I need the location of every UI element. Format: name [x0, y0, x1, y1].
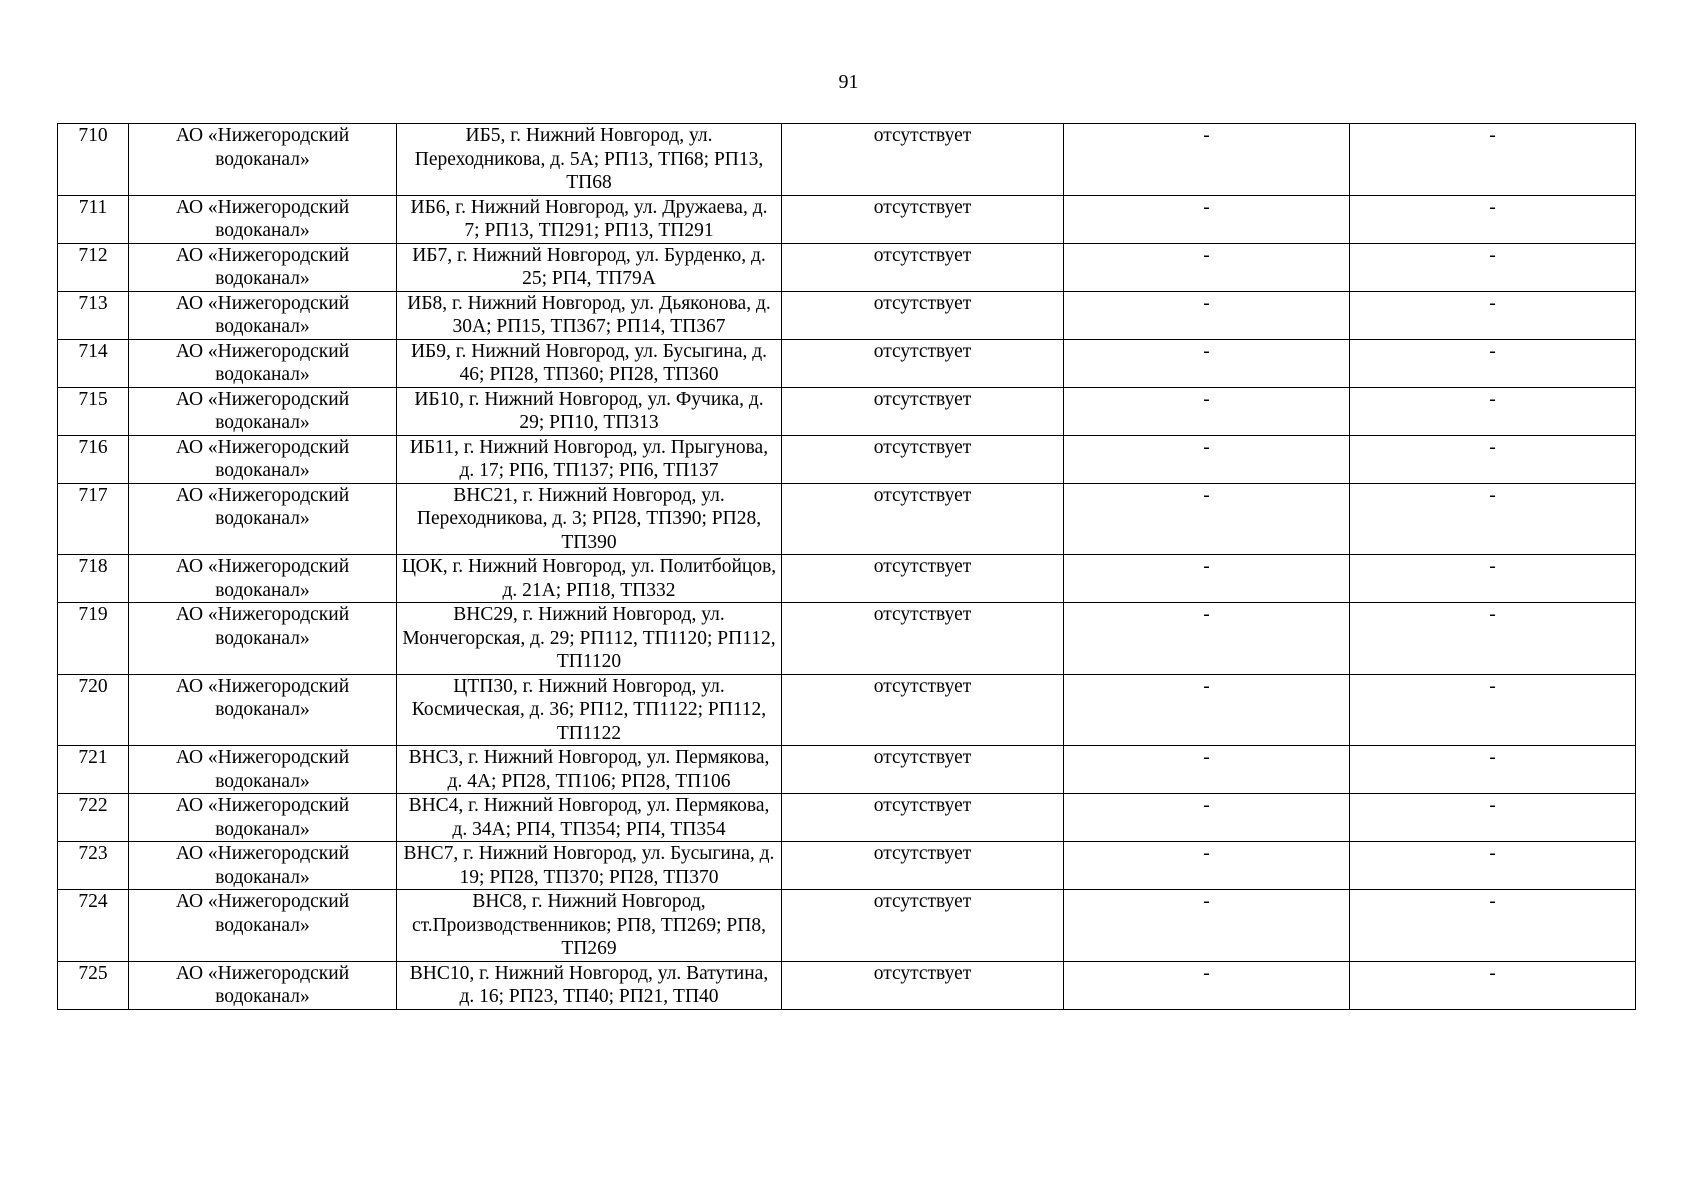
object-address-cell: ВНС7, г. Нижний Новгород, ул. Бусыгина, д. 19; РП28, ТП370; РП28, ТП370	[397, 842, 782, 890]
row-number-cell: 715	[58, 387, 129, 435]
value-cell: -	[1064, 603, 1350, 675]
organization-cell: АО «Нижегородский водоканал»	[129, 339, 397, 387]
organization-cell: АО «Нижегородский водоканал»	[129, 794, 397, 842]
value-cell: -	[1064, 746, 1350, 794]
object-address-cell: ИБ6, г. Нижний Новгород, ул. Дружаева, д. 7; РП13, ТП291; РП13, ТП291	[397, 195, 782, 243]
status-cell: отсутствует	[782, 124, 1064, 196]
object-address-cell: ЦОК, г. Нижний Новгород, ул. Политбойцов, д. 21А; РП18, ТП332	[397, 555, 782, 603]
table-row	[58, 603, 1636, 675]
page-number: 91	[838, 71, 859, 93]
row-number-cell: 719	[58, 603, 129, 675]
value-cell: -	[1350, 124, 1636, 196]
organization-cell: АО «Нижегородский водоканал»	[129, 746, 397, 794]
table-row	[58, 243, 1636, 291]
row-number-cell: 711	[58, 195, 129, 243]
organization-cell: АО «Нижегородский водоканал»	[129, 674, 397, 746]
value-cell: -	[1350, 961, 1636, 1009]
table-row	[58, 291, 1636, 339]
value-cell: -	[1064, 291, 1350, 339]
value-cell: -	[1350, 794, 1636, 842]
value-cell: -	[1064, 243, 1350, 291]
status-cell: отсутствует	[782, 339, 1064, 387]
value-cell: -	[1350, 890, 1636, 962]
value-cell: -	[1064, 674, 1350, 746]
status-cell: отсутствует	[782, 243, 1064, 291]
value-cell: -	[1064, 435, 1350, 483]
table-row	[58, 890, 1636, 962]
status-cell: отсутствует	[782, 746, 1064, 794]
organization-cell: АО «Нижегородский водоканал»	[129, 555, 397, 603]
registry-table	[57, 123, 1636, 1010]
value-cell: -	[1350, 435, 1636, 483]
organization-cell: АО «Нижегородский водоканал»	[129, 961, 397, 1009]
value-cell: -	[1064, 387, 1350, 435]
row-number-cell: 718	[58, 555, 129, 603]
organization-cell: АО «Нижегородский водоканал»	[129, 483, 397, 555]
value-cell: -	[1064, 195, 1350, 243]
value-cell: -	[1350, 339, 1636, 387]
status-cell: отсутствует	[782, 555, 1064, 603]
value-cell: -	[1064, 124, 1350, 196]
value-cell: -	[1350, 291, 1636, 339]
table-row	[58, 483, 1636, 555]
row-number-cell: 712	[58, 243, 129, 291]
object-address-cell: ИБ10, г. Нижний Новгород, ул. Фучика, д. 29; РП10, ТП313	[397, 387, 782, 435]
row-number-cell: 710	[58, 124, 129, 196]
object-address-cell: ВНС3, г. Нижний Новгород, ул. Пермякова, д. 4А; РП28, ТП106; РП28, ТП106	[397, 746, 782, 794]
table-row	[58, 387, 1636, 435]
object-address-cell: ВНС29, г. Нижний Новгород, ул. Мончегорская, д. 29; РП112, ТП1120; РП112, ТП1120	[397, 603, 782, 675]
value-cell: -	[1350, 674, 1636, 746]
organization-cell: АО «Нижегородский водоканал»	[129, 124, 397, 196]
row-number-cell: 721	[58, 746, 129, 794]
status-cell: отсутствует	[782, 794, 1064, 842]
row-number-cell: 725	[58, 961, 129, 1009]
organization-cell: АО «Нижегородский водоканал»	[129, 243, 397, 291]
status-cell: отсутствует	[782, 674, 1064, 746]
status-cell: отсутствует	[782, 387, 1064, 435]
row-number-cell: 717	[58, 483, 129, 555]
value-cell: -	[1064, 339, 1350, 387]
organization-cell: АО «Нижегородский водоканал»	[129, 603, 397, 675]
status-cell: отсутствует	[782, 890, 1064, 962]
row-number-cell: 716	[58, 435, 129, 483]
value-cell: -	[1350, 387, 1636, 435]
status-cell: отсутствует	[782, 195, 1064, 243]
status-cell: отсутствует	[782, 842, 1064, 890]
object-address-cell: ИБ11, г. Нижний Новгород, ул. Прыгунова, д. 17; РП6, ТП137; РП6, ТП137	[397, 435, 782, 483]
organization-cell: АО «Нижегородский водоканал»	[129, 291, 397, 339]
value-cell: -	[1350, 243, 1636, 291]
value-cell: -	[1350, 483, 1636, 555]
value-cell: -	[1064, 890, 1350, 962]
value-cell: -	[1064, 483, 1350, 555]
organization-cell: АО «Нижегородский водоканал»	[129, 842, 397, 890]
organization-cell: АО «Нижегородский водоканал»	[129, 195, 397, 243]
table-row	[58, 339, 1636, 387]
status-cell: отсутствует	[782, 435, 1064, 483]
object-address-cell: ВНС4, г. Нижний Новгород, ул. Пермякова, д. 34А; РП4, ТП354; РП4, ТП354	[397, 794, 782, 842]
status-cell: отсутствует	[782, 291, 1064, 339]
status-cell: отсутствует	[782, 961, 1064, 1009]
value-cell: -	[1350, 842, 1636, 890]
table-row	[58, 842, 1636, 890]
value-cell: -	[1350, 195, 1636, 243]
object-address-cell: ИБ7, г. Нижний Новгород, ул. Бурденко, д. 25; РП4, ТП79А	[397, 243, 782, 291]
row-number-cell: 713	[58, 291, 129, 339]
value-cell: -	[1064, 555, 1350, 603]
table-row	[58, 195, 1636, 243]
object-address-cell: ВНС21, г. Нижний Новгород, ул. Переходникова, д. 3; РП28, ТП390; РП28, ТП390	[397, 483, 782, 555]
status-cell: отсутствует	[782, 603, 1064, 675]
table-row	[58, 674, 1636, 746]
table-body	[58, 124, 1636, 1010]
object-address-cell: ВНС8, г. Нижний Новгород, ст.Производственников; РП8, ТП269; РП8, ТП269	[397, 890, 782, 962]
organization-cell: АО «Нижегородский водоканал»	[129, 890, 397, 962]
object-address-cell: ИБ8, г. Нижний Новгород, ул. Дьяконова, д. 30А; РП15, ТП367; РП14, ТП367	[397, 291, 782, 339]
status-cell: отсутствует	[782, 483, 1064, 555]
table-row	[58, 555, 1636, 603]
row-number-cell: 723	[58, 842, 129, 890]
row-number-cell: 714	[58, 339, 129, 387]
row-number-cell: 720	[58, 674, 129, 746]
table-row	[58, 124, 1636, 196]
value-cell: -	[1350, 603, 1636, 675]
row-number-cell: 724	[58, 890, 129, 962]
object-address-cell: ИБ5, г. Нижний Новгород, ул. Переходникова, д. 5А; РП13, ТП68; РП13, ТП68	[397, 124, 782, 196]
table-row	[58, 961, 1636, 1009]
value-cell: -	[1350, 555, 1636, 603]
value-cell: -	[1064, 842, 1350, 890]
object-address-cell: ВНС10, г. Нижний Новгород, ул. Ватутина, д. 16; РП23, ТП40; РП21, ТП40	[397, 961, 782, 1009]
object-address-cell: ИБ9, г. Нижний Новгород, ул. Бусыгина, д. 46; РП28, ТП360; РП28, ТП360	[397, 339, 782, 387]
table-row	[58, 746, 1636, 794]
organization-cell: АО «Нижегородский водоканал»	[129, 435, 397, 483]
value-cell: -	[1350, 746, 1636, 794]
value-cell: -	[1064, 961, 1350, 1009]
value-cell: -	[1064, 794, 1350, 842]
table-row	[58, 435, 1636, 483]
object-address-cell: ЦТП30, г. Нижний Новгород, ул. Космическая, д. 36; РП12, ТП1122; РП112, ТП1122	[397, 674, 782, 746]
row-number-cell: 722	[58, 794, 129, 842]
organization-cell: АО «Нижегородский водоканал»	[129, 387, 397, 435]
table-row	[58, 794, 1636, 842]
